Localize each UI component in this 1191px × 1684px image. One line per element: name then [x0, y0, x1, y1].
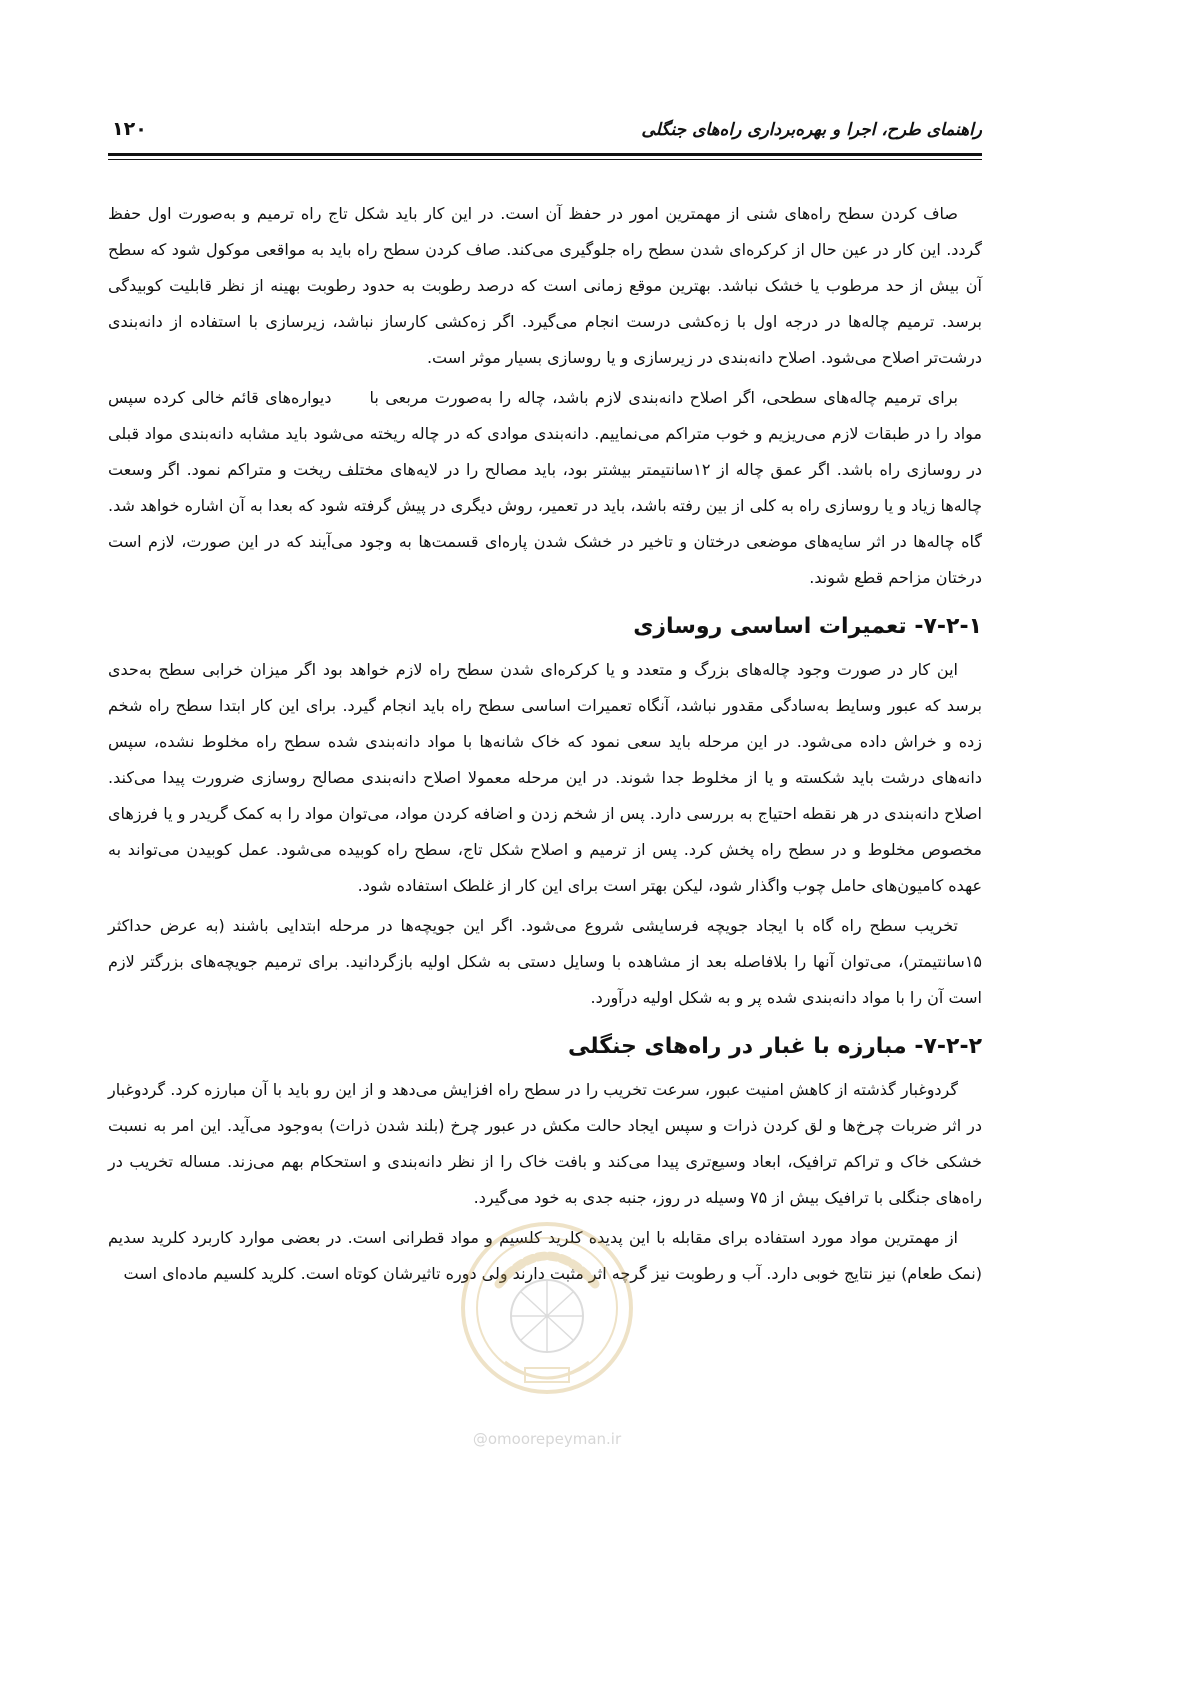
- body-paragraph: از مهمترین مواد مورد استفاده برای مقابله با این پدیده کلرید کلسیم و مواد قطرانی است. در بعضی موارد کاربرد کلرید سدیم (نمک طعام) نیز نتایج خوبی دارد. آب و رطوبت نیز گرچه اثر مثبت دارند ولی دوره تاثیرشان کوتاه است. کلرید کلسیم ماده‌ای است: [108, 1228, 982, 1283]
- book-title: راهنمای طرح، اجرا و بهره‌برداری راه‌های جنگلی: [641, 120, 982, 140]
- header-rule-thick: [108, 153, 982, 156]
- paragraph-text-start: برای ترمیم چاله‌های سطحی، اگر اصلاح دانه‌بندی لازم باشد، چاله را به‌صورت مربعی با: [369, 388, 958, 407]
- body-paragraph: [108, 380, 982, 596]
- body-paragraph: تخریب سطح راه گاه با ایجاد جویچه فرسایشی شروع می‌شود. اگر این جویچه‌ها در مرحله ابتدایی باشند (به عرض حداکثر ۱۵سانتیمتر)، می‌توان آنها را بلافاصله بعد از مشاهده با وسایل دستی به شکل اولیه بازگردانید. برای ترمیم جویچه‌های بزرگتر لازم است آن را با مواد دانه‌بندی شده پر و به شکل اولیه درآورد.: [108, 916, 982, 1007]
- page-body: [108, 196, 982, 1296]
- paragraph-text-end: دیواره‌های قائم خالی کرده سپس مواد را در طبقات لازم می‌ریزیم و خوب متراکم می‌نماییم. دانه‌بندی موادی که در چاله ریخته می‌شود باید مشابه دانه‌بندی مواد قبلی در روسازی راه باشد. اگر عمق چاله از ۱۲سانتیمتر بیشتر بود، باید مصالح را در لایه‌های مختلف ریخت و متراکم نمود. اگر وسعت چاله‌ها زیاد و یا روسازی راه به کلی از بین رفته باشد، باید در تعمیر، روش دیگری در پیش گرفته شود که بعدا به آن اشاره خواهد شد. گاه چاله‌ها در اثر سایه‌های موضعی درختان و تاخیر در خشک شدن پاره‌ای قسمت‌ها به وجود می‌آیند که در این صورت، لازم است درختان مزاحم قطع شوند.: [108, 388, 983, 587]
- body-paragraph: صاف کردن سطح راه‌های شنی از مهمترین امور در حفظ آن است. در این کار باید شکل تاج راه ترمیم و به‌صورت اول حفظ گردد. این کار در عین حال از کرکره‌ای شدن سطح راه جلوگیری می‌کند. صاف کردن سطح راه باید به مواقعی موکول شود که سطح آن بیش از حد مرطوب یا خشک نباشد. بهترین موقع زمانی است که درصد رطوبت به حدود رطوبت بهینه از نظر قابلیت کوبیدگی برسد. ترمیم چاله‌ها در درجه اول با زه‌کشی درست انجام می‌گیرد. اگر زه‌کشی کارساز نباشد، زیرسازی با استفاده از دانه‌بندی درشت‌تر اصلاح می‌شود. اصلاح دانه‌بندی در زیرسازی و یا روسازی بسیار موثر است.: [108, 204, 982, 367]
- section-heading: ۷-۲-۲- مبارزه با غبار در راه‌های جنگلی: [568, 1034, 982, 1059]
- body-paragraph: گردوغبار گذشته از کاهش امنیت عبور، سرعت تخریب را در سطح راه افزایش می‌دهد و از این رو باید با آن مبارزه کرد. گردوغبار در اثر ضربات چرخ‌ها و لق کردن ذرات و سپس ایجاد حالت مکش در عبور چرخ (بلند شدن ذرات) به‌وجود می‌آید. این امر به نسبت خشکی خاک و تراکم ترافیک، ابعاد وسیع‌تری پیدا می‌کند و بافت خاک را از نظر دانه‌بندی و استحکام بهم می‌زند. مساله تخریب در راه‌های جنگلی با ترافیک بیش از ۷۵ وسیله در روز، جنبه جدی به خود می‌گیرد.: [108, 1080, 982, 1207]
- page-number: ۱۲۰: [112, 118, 147, 140]
- section-heading: ۷-۲-۱- تعمیرات اساسی روسازی: [633, 614, 982, 639]
- watermark-handle: @omoorepeyman.ir: [472, 1430, 622, 1448]
- header-rule-thin: [108, 159, 982, 160]
- body-paragraph: این کار در صورت وجود چاله‌های بزرگ و متعدد و یا کرکره‌ای شدن سطح راه لازم خواهد بود اگر میزان خرابی سطح به‌حدی برسد که عبور وسایط به‌سادگی مقدور نباشد، آنگاه تعمیرات اساسی سطح راه باید انجام گیرد. برای این کار ابتدا سطح راه شخم زده و خراش داده می‌شود. در این مرحله باید سعی نمود که خاک شانه‌ها با مواد دانه‌بندی شده سطح راه مخلوط نشده، سپس دانه‌های درشت باید شکسته و یا از مخلوط جدا شوند. در این مرحله معمولا اصلاح دانه‌بندی مصالح روسازی ضرورت پیدا می‌کند. اصلاح دانه‌بندی در هر نقطه احتیاج به بررسی دارد. پس از شخم زدن و اضافه کردن مواد، می‌توان مواد را به کمک گریدر و یا فرزهای مخصوص مخلوط و در سطح راه پخش کرد. پس از ترمیم و اصلاح شکل تاج، سطح راه کوبیده می‌شود. عمل کوبیدن می‌تواند به عهده کامیون‌های حامل چوب واگذار شود، لیکن بهتر است برای این کار از غلطک استفاده شود.: [108, 660, 982, 895]
- running-header: [108, 118, 982, 148]
